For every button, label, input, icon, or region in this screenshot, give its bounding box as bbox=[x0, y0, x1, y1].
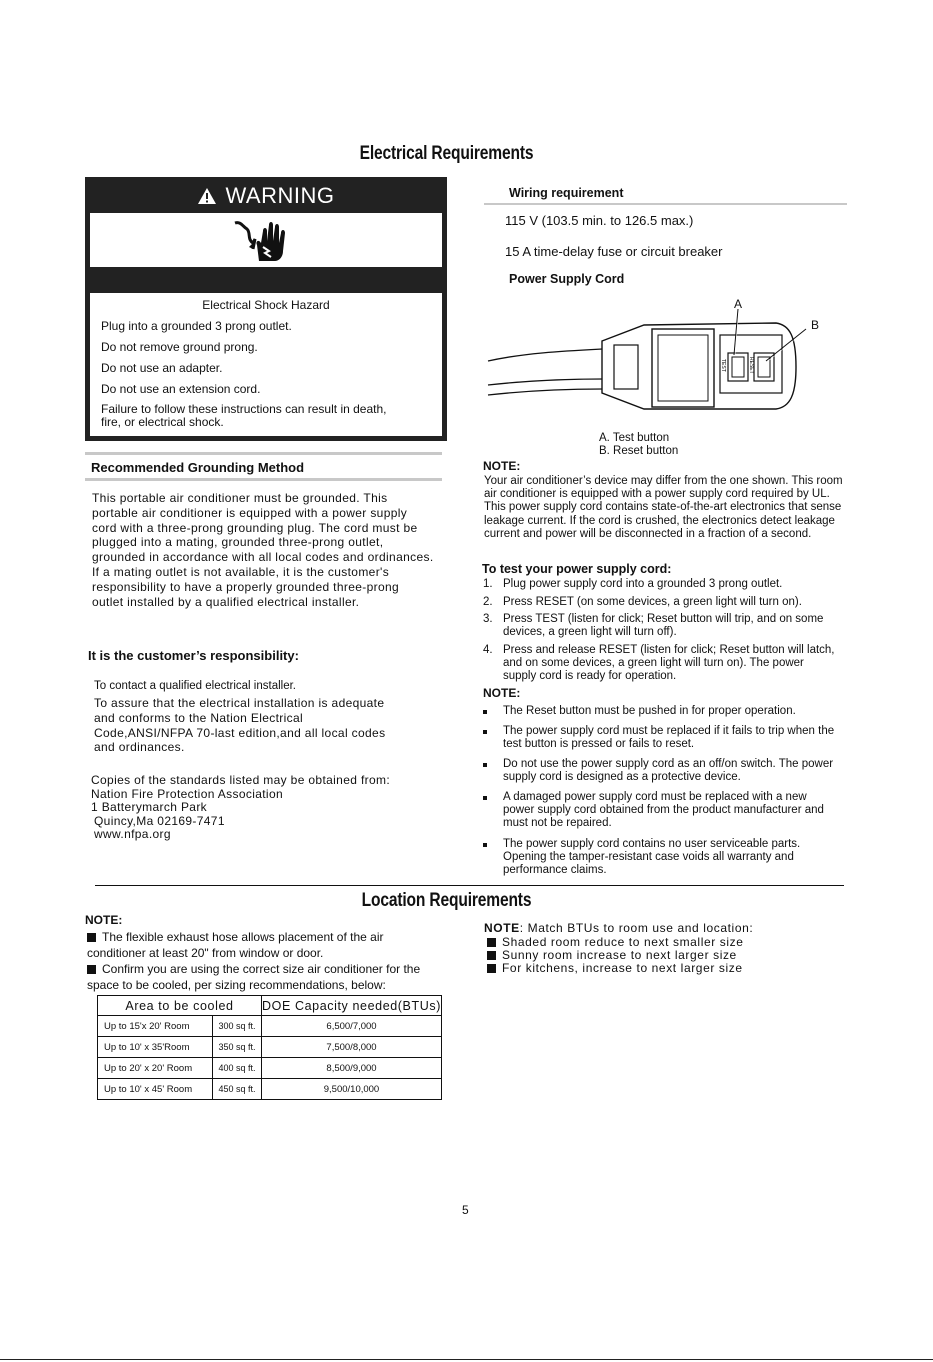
grounding-rule-bottom bbox=[85, 478, 442, 481]
warning-header bbox=[85, 177, 447, 213]
btu-note bbox=[484, 921, 753, 935]
electrical-title: Electrical Requirements bbox=[359, 143, 534, 164]
location-note-label: NOTE: bbox=[85, 913, 123, 927]
power-cord-heading: Power Supply Cord bbox=[509, 272, 625, 286]
caption-test-button: A. Test button bbox=[599, 432, 670, 444]
header-capacity: DOE Capacity needed(BTUs) bbox=[262, 996, 442, 1016]
warning-icon-panel bbox=[90, 213, 442, 267]
location-bullet-2-text: Confirm you are using the correct size air conditioner for the space to be cooled, per sizing recommendations, below: bbox=[87, 962, 421, 992]
warning-triangle-icon bbox=[197, 179, 217, 217]
table-row bbox=[98, 1016, 442, 1037]
cell-area: 400 sq ft. bbox=[213, 1058, 262, 1079]
note2-bullet-2-marker bbox=[483, 730, 487, 734]
standards-city: Quincy,Ma 02169-7471 bbox=[94, 814, 225, 828]
test-step-2-num: 2. bbox=[483, 596, 493, 608]
btu-bullet-1 bbox=[487, 935, 744, 949]
caption-reset-button: B. Reset button bbox=[599, 445, 679, 457]
wiring-heading: Wiring requirement bbox=[509, 186, 624, 200]
btu-note-text: : Match BTUs to room use and location: bbox=[519, 921, 754, 935]
note2-bullet-5-marker bbox=[483, 843, 487, 847]
test-heading: To test your power supply cord: bbox=[482, 562, 672, 576]
wiring-fuse: 15 A time-delay fuse or circuit breaker bbox=[505, 244, 723, 259]
warning-line-4: Do not use an extension cord. bbox=[101, 382, 261, 396]
reset-label-text: RESET bbox=[748, 357, 754, 374]
standards-intro: Copies of the standards listed may be obtained from: bbox=[91, 773, 391, 787]
warning-label: WARNING bbox=[225, 183, 335, 208]
note2-bullet-4: A damaged power supply cord must be replaced with a new power supply cord obtained from the product manufacturer and must not be repaired. bbox=[503, 791, 824, 830]
note2-bullet-5: The power supply cord contains no user serviceable parts. Opening the tamper-resistant case voids all warranty and performance claims. bbox=[503, 838, 801, 877]
cell-room: Up to 10' x 35'Room bbox=[98, 1037, 213, 1058]
power-cord-diagram bbox=[484, 295, 844, 425]
test-step-2-text: Press RESET (on some devices, a green light will turn on). bbox=[503, 596, 802, 608]
cell-area: 450 sq ft. bbox=[213, 1079, 262, 1100]
location-bullet-1 bbox=[87, 930, 437, 961]
page-number: 5 bbox=[462, 1203, 469, 1217]
note2-bullet-3-marker bbox=[483, 763, 487, 767]
cell-capacity: 8,500/9,000 bbox=[262, 1058, 442, 1079]
note2-bullet-1: The Reset button must be pushed in for proper operation. bbox=[503, 705, 796, 717]
table-row bbox=[98, 1037, 442, 1058]
header-area: Area to be cooled bbox=[98, 996, 262, 1016]
location-title: Location Requirements bbox=[361, 890, 532, 911]
grounding-rule-top bbox=[85, 452, 442, 455]
warning-line-5: Failure to follow these instructions can result in death, fire, or electrical shock. bbox=[101, 402, 387, 429]
responsibility-item-1: To contact a qualified electrical installer. bbox=[94, 680, 296, 692]
test-step-3-text: Press TEST (listen for click; Reset button will trip, and on some devices, a green light will turn off). bbox=[503, 613, 824, 639]
test-step-1-text: Plug power supply cord into a grounded 3 prong outlet. bbox=[503, 578, 783, 590]
square-bullet-icon bbox=[487, 951, 496, 960]
btu-bullet-3-text: For kitchens, increase to next larger size bbox=[502, 961, 743, 975]
note1-label: NOTE: bbox=[483, 459, 521, 473]
warning-line-2: Do not remove ground prong. bbox=[101, 340, 258, 354]
table-header-row bbox=[98, 996, 442, 1016]
responsibility-heading: It is the customer’s responsibility: bbox=[88, 648, 299, 663]
wiring-rule bbox=[484, 203, 847, 205]
note2-bullet-4-marker bbox=[483, 796, 487, 800]
standards-web: www.nfpa.org bbox=[94, 827, 171, 841]
cell-room: Up to 15'x 20' Room bbox=[98, 1016, 213, 1037]
test-step-1-num: 1. bbox=[483, 578, 493, 590]
standards-org: Nation Fire Protection Association bbox=[91, 787, 283, 801]
sizing-table bbox=[97, 995, 442, 1100]
test-label-text: TEST bbox=[720, 359, 726, 372]
note2-bullet-1-marker bbox=[483, 710, 487, 714]
cell-capacity: 6,500/7,000 bbox=[262, 1016, 442, 1037]
note2-label: NOTE: bbox=[483, 686, 521, 700]
warning-line-1: Plug into a grounded 3 prong outlet. bbox=[101, 319, 292, 333]
test-step-3-num: 3. bbox=[483, 613, 493, 625]
table-row bbox=[98, 1079, 442, 1100]
wiring-voltage: 115 V (103.5 min. to 126.5 max.) bbox=[505, 213, 694, 228]
responsibility-item-2: To assure that the electrical installation is adequate and conforms to the Nation Electrical Code,ANSI/NFPA 70-last edition,and all local codes and ordinances. bbox=[94, 696, 386, 755]
cell-room: Up to 20' x 20' Room bbox=[98, 1058, 213, 1079]
grounding-body: This portable air conditioner must be grounded. This portable air conditioner is equipped with a power supply cord with a three-prong grounding plug. The cord must be plugged into a mating, grounded three-prong outlet, grounded in accordance with all local codes and ordinances. If a mating outlet is not available, it is the customer's responsibility to have a properly grounded three-prong outlet installed by a qualified electrical installer. bbox=[92, 491, 434, 609]
note2-bullet-3: Do not use the power supply cord as an off/on switch. The power supply cord is designed as a protective device. bbox=[503, 758, 834, 784]
btu-note-label: NOTE bbox=[484, 921, 520, 935]
location-bullet-2 bbox=[87, 962, 439, 993]
square-bullet-icon bbox=[87, 965, 96, 974]
cell-capacity: 7,500/8,000 bbox=[262, 1037, 442, 1058]
btu-bullet-3 bbox=[487, 961, 743, 975]
square-bullet-icon bbox=[487, 938, 496, 947]
note1-body: Your air conditioner’s device may differ from the one shown. This room air conditioner is equipped with a power supply cord required by UL. This power supply cord contains state-of-the-art electronics that sense leakage current. If the cord is crushed, the electronics detect leakage current and power will be disconnected in a fraction of a second. bbox=[484, 475, 843, 540]
btu-bullet-1-text: Shaded room reduce to next smaller size bbox=[502, 935, 744, 949]
page-bottom-edge bbox=[0, 1359, 933, 1360]
cell-area: 350 sq ft. bbox=[213, 1037, 262, 1058]
label-b: B bbox=[811, 318, 820, 332]
section-divider bbox=[95, 885, 844, 886]
electric-shock-hand-icon bbox=[233, 219, 295, 266]
test-step-4-text: Press and release RESET (listen for click; Reset button will latch, and on some devices, a green light will turn on). The power supply cord is ready for operation. bbox=[503, 644, 835, 683]
note2-bullet-2: The power supply cord must be replaced if it fails to trip when the test button is pressed or fails to reset. bbox=[503, 725, 835, 751]
warning-line-3: Do not use an adapter. bbox=[101, 361, 223, 375]
square-bullet-icon bbox=[87, 933, 96, 942]
cell-room: Up to 10' x 45' Room bbox=[98, 1079, 213, 1100]
square-bullet-icon bbox=[487, 964, 496, 973]
location-bullet-1-text: The flexible exhaust hose allows placement of the air conditioner at least 20" from window or door. bbox=[87, 930, 384, 960]
label-a: A bbox=[734, 297, 743, 311]
standards-street: 1 Batterymarch Park bbox=[91, 800, 208, 814]
warning-box bbox=[85, 177, 447, 441]
warning-text-panel bbox=[90, 293, 442, 436]
btu-bullet-2 bbox=[487, 948, 737, 962]
cell-area: 300 sq ft. bbox=[213, 1016, 262, 1037]
grounding-heading: Recommended Grounding Method bbox=[91, 460, 305, 475]
table-row bbox=[98, 1058, 442, 1079]
cell-capacity: 9,500/10,000 bbox=[262, 1079, 442, 1100]
btu-bullet-2-text: Sunny room increase to next larger size bbox=[502, 948, 737, 962]
test-step-4-num: 4. bbox=[483, 644, 493, 656]
hazard-title: Electrical Shock Hazard bbox=[202, 298, 330, 312]
